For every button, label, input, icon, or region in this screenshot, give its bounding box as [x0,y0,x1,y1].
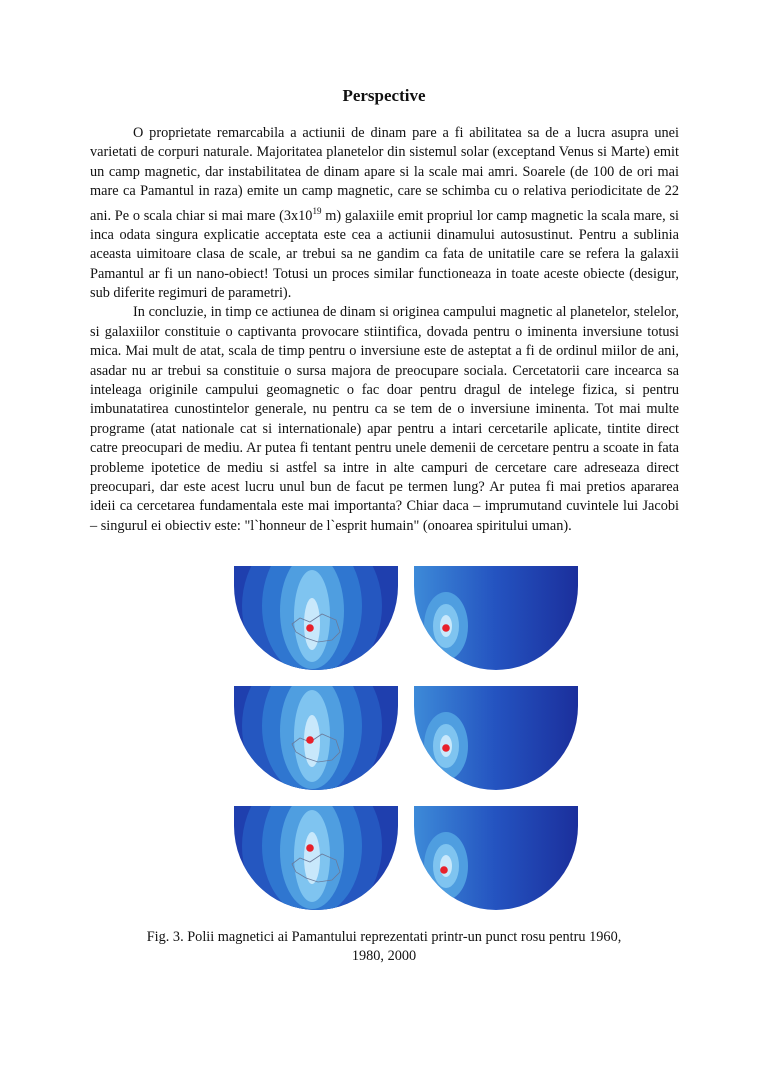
pole-map-1980-polar [234,686,398,790]
pole-maps-figure [234,562,578,912]
pole-map-1980-side [414,686,578,790]
pole-map-1960-side [414,566,578,670]
pole-map-2000-polar [234,806,398,910]
paragraph-2: In concluzie, in timp ce actiunea de dinam si originea campului magnetic al planetelor, stelelor, si galaxiilor constituie o captivanta provocare stiintifica, dovada pentru o iminenta inversiune totusi mica. Mai mult de atat, scala de timp pentru o inversiune este de asteptat a fi de ordinul miilor de ani, asadar nu ar trebui sa constituie o sursa majora de preocupare sociala. Cercetatorii care incearca sa inteleaga originile campului geomagnetic o fac doar pentru dragul de intelege fizica, si pentru imbunatatirea cunostintelor generale, nu pentru ca se tem de o inversiune iminenta. Tot mai multe programe (atat nationale cat si internationale) apar pentru a intari cercetarile aplicate, tintite direct catre preocupari de mediu. Ar putea fi tentant pentru unele demenii de cercetare pentru a scoate in fata probleme ipotetice de mediu si astfel sa intre in alte campuri de cercetare care adreseaza direct preocupari, dar este acest lucru unul bun de facut pe termen lung? Ar putea fi mai pretios apararea ideii ca cercetarea fundamentala este mai importanta? Chiar daca – imprumutand cuvintele lui Jacobi – singurul ei obiectiv este: "l`honneur de l`esprit humain" (onoarea spiritului uman). [90,304,679,534]
paragraph-1-part-b: m) galaxiile emit propriul lor camp magnetic la scala mare, si inca odata singura explicatie acceptata este cea a actiunii dinamului autosustinut. Pentru a sublinia aceasta uimitoare clasa de scale, ar trebui sa ne gandim ca fata de unitatile care se refera la galaxii Pamantul ar fi un nano-obiect! Totusi un proces similar functioneaza in toate aceste obiecte (desigur, sub diferite regimuri de parametri). [90,207,679,302]
pole-map-1960-polar [234,566,398,670]
page-title: Perspective [342,86,426,105]
paragraph-1 [90,124,679,303]
pole-map-2000-side [414,806,578,910]
exponent: 19 [312,205,322,216]
paragraph-1-part-a: O proprietate remarcabila a actiunii de dinam pare a fi abilitatea sa de a lucra asupra unei varietati de corpuri naturale. Majoritatea planetelor din sistemul solar (exceptand Venus si Marte) emit un camp magnetic, dar instabilitatea de dinam apare si la scale mai amri. Soarele (de 100 de ori mai mare ca Pamantul in raza) emite un camp magnetic, care se schimba cu o relativa periodicitate de 22 ani. Pe o scala chiar si mai mare (3x10 [90,125,679,224]
caption-line-2: 1980, 2000 [351,948,417,964]
caption-line-1: Fig. 3. Polii magnetici ai Pamantului reprezentati printr-un punct rosu pentru 1960, [146,929,622,945]
figure-caption [100,928,668,966]
body-text [90,124,679,536]
